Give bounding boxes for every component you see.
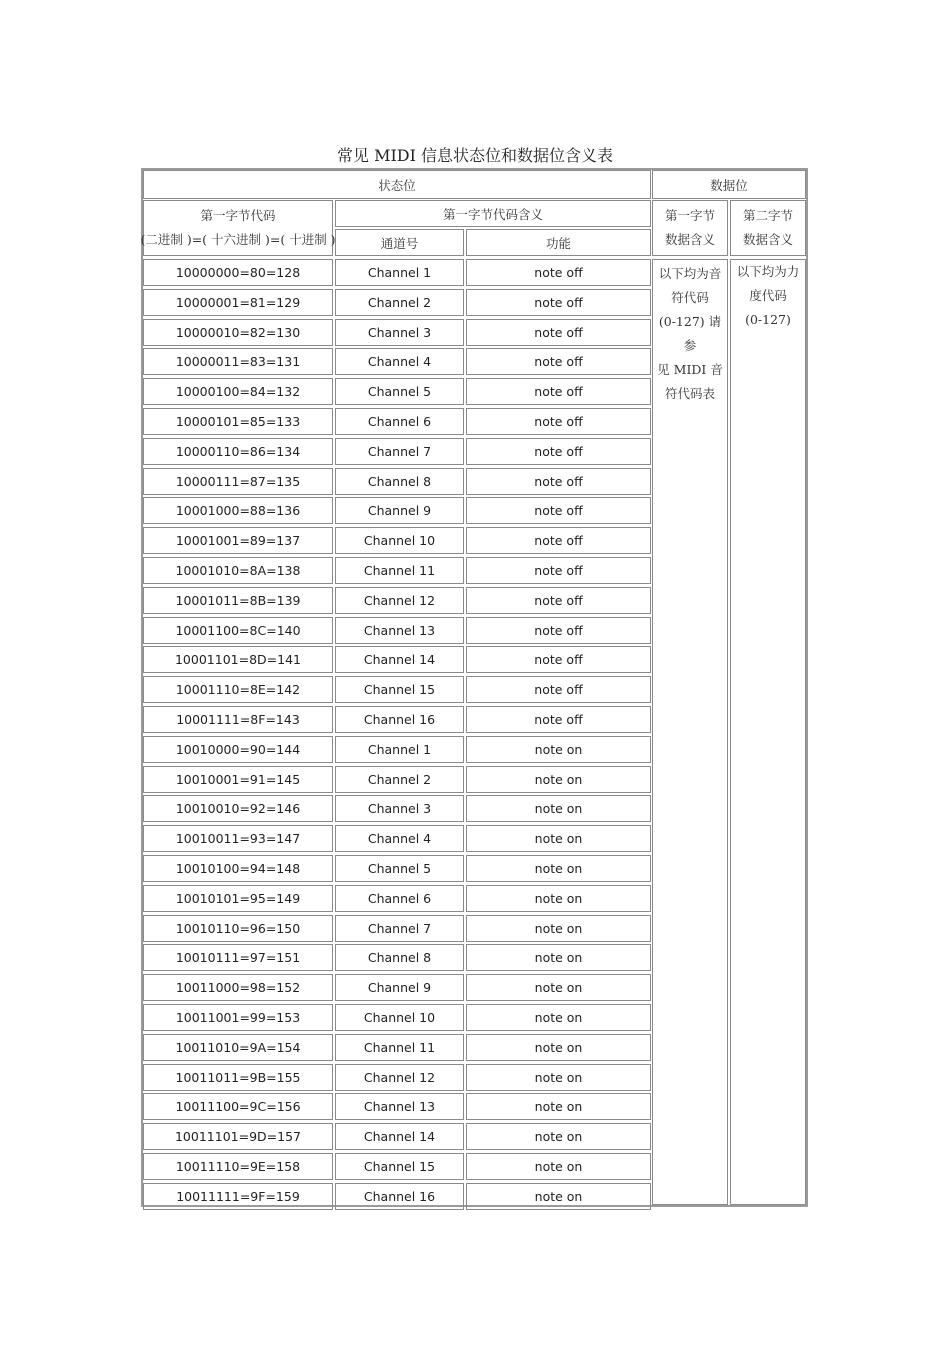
function-cell: note off <box>466 706 651 733</box>
channel-cell: Channel 6 <box>335 885 464 912</box>
code-cell: 10001010=8A=138 <box>143 557 333 584</box>
function-cell: note off <box>466 378 651 405</box>
second-byte-data-note <box>730 259 806 1205</box>
channel-cell: Channel 10 <box>335 1004 464 1031</box>
channel-cell: Channel 16 <box>335 1183 464 1210</box>
function-cell: note off <box>466 289 651 316</box>
channel-cell: Channel 11 <box>335 557 464 584</box>
first-note-line: 见 MIDI 音 <box>657 362 723 377</box>
channel-cell: Channel 9 <box>335 974 464 1001</box>
channel-cell: Channel 8 <box>335 944 464 971</box>
channel-cell: Channel 15 <box>335 1153 464 1180</box>
header-second-byte-data <box>730 200 806 256</box>
channel-cell: Channel 1 <box>335 736 464 763</box>
function-cell: note on <box>466 885 651 912</box>
channel-cell: Channel 6 <box>335 408 464 435</box>
code-cell: 10010111=97=151 <box>143 944 333 971</box>
header-first-byte-code <box>140 200 336 256</box>
code-cell: 10010101=95=149 <box>143 885 333 912</box>
channel-cell: Channel 15 <box>335 676 464 703</box>
code-cell: 10010110=96=150 <box>143 915 333 942</box>
function-cell: note on <box>466 1064 651 1091</box>
channel-cell: Channel 5 <box>335 378 464 405</box>
channel-cell: Channel 11 <box>335 1034 464 1061</box>
code-cell: 10001001=89=137 <box>143 527 333 554</box>
code-cell: 10011101=9D=157 <box>143 1123 333 1150</box>
channel-cell: Channel 12 <box>335 587 464 614</box>
header-channel: 通道号 <box>335 229 464 256</box>
channel-cell: Channel 14 <box>335 1123 464 1150</box>
header-first-byte-code-label: 第一字节代码 <box>200 208 276 223</box>
channel-cell: Channel 2 <box>335 766 464 793</box>
code-cell: 10010010=92=146 <box>143 795 333 822</box>
header-data-bits: 数据位 <box>652 170 806 199</box>
function-cell: note off <box>466 319 651 346</box>
channel-cell: Channel 5 <box>335 855 464 882</box>
function-cell: note off <box>466 617 651 644</box>
header-function: 功能 <box>466 229 651 256</box>
first-note-line: (0-127) 请参 <box>658 314 722 353</box>
code-cell: 10010001=91=145 <box>143 766 333 793</box>
function-cell: note off <box>466 408 651 435</box>
first-byte-data-note <box>652 259 728 1205</box>
function-cell: note on <box>466 825 651 852</box>
function-cell: note on <box>466 1034 651 1061</box>
first-note-line: 以下均为音 <box>658 266 722 281</box>
channel-cell: Channel 4 <box>335 348 464 375</box>
function-cell: note off <box>466 587 651 614</box>
channel-cell: Channel 3 <box>335 795 464 822</box>
code-cell: 10001110=8E=142 <box>143 676 333 703</box>
code-cell: 10001000=88=136 <box>143 497 333 524</box>
page-title: 常见 MIDI 信息状态位和数据位含义表 <box>336 146 614 165</box>
header-code-formats: (二进制 )=( 十六进制 )=( 十进制 ) <box>140 232 336 247</box>
channel-cell: Channel 2 <box>335 289 464 316</box>
channel-cell: Channel 13 <box>335 1093 464 1120</box>
channel-cell: Channel 12 <box>335 1064 464 1091</box>
channel-cell: Channel 8 <box>335 468 464 495</box>
code-cell: 10000110=86=134 <box>143 438 333 465</box>
header-second-byte-data-line2: 数据含义 <box>742 232 793 247</box>
code-cell: 10000011=83=131 <box>143 348 333 375</box>
first-note-line: 符代码 <box>671 290 709 305</box>
channel-cell: Channel 16 <box>335 706 464 733</box>
function-cell: note off <box>466 438 651 465</box>
code-cell: 10011010=9A=154 <box>143 1034 333 1061</box>
function-cell: note on <box>466 736 651 763</box>
code-cell: 10000111=87=135 <box>143 468 333 495</box>
header-first-byte-data <box>652 200 728 256</box>
channel-cell: Channel 7 <box>335 438 464 465</box>
second-note-line: 度代码 <box>749 288 787 303</box>
function-cell: note on <box>466 1183 651 1210</box>
channel-cell: Channel 13 <box>335 617 464 644</box>
code-cell: 10011011=9B=155 <box>143 1064 333 1091</box>
channel-cell: Channel 7 <box>335 915 464 942</box>
function-cell: note on <box>466 1093 651 1120</box>
first-note-line: 符代码表 <box>664 386 715 401</box>
function-cell: note off <box>466 676 651 703</box>
function-cell: note off <box>466 497 651 524</box>
function-cell: note off <box>466 259 651 286</box>
code-cell: 10000000=80=128 <box>143 259 333 286</box>
header-first-byte-meaning: 第一字节代码含义 <box>335 200 651 227</box>
code-cell: 10010011=93=147 <box>143 825 333 852</box>
function-cell: note off <box>466 348 651 375</box>
header-first-byte-data-line2: 数据含义 <box>664 232 715 247</box>
function-cell: note off <box>466 557 651 584</box>
header-first-byte-data-line1: 第一字节 <box>664 208 715 223</box>
header-status-bits: 状态位 <box>143 170 651 199</box>
code-cell: 10011110=9E=158 <box>143 1153 333 1180</box>
second-note-line: 以下均为力 <box>736 264 800 279</box>
code-cell: 10000100=84=132 <box>143 378 333 405</box>
channel-cell: Channel 10 <box>335 527 464 554</box>
code-cell: 10001111=8F=143 <box>143 706 333 733</box>
code-cell: 10001101=8D=141 <box>143 646 333 673</box>
code-cell: 10011000=98=152 <box>143 974 333 1001</box>
code-cell: 10011001=99=153 <box>143 1004 333 1031</box>
code-cell: 10010100=94=148 <box>143 855 333 882</box>
function-cell: note on <box>466 1004 651 1031</box>
code-cell: 10000101=85=133 <box>143 408 333 435</box>
code-cell: 10000001=81=129 <box>143 289 333 316</box>
channel-cell: Channel 14 <box>335 646 464 673</box>
code-cell: 10000010=82=130 <box>143 319 333 346</box>
function-cell: note off <box>466 527 651 554</box>
second-note-line: (0-127) <box>745 312 791 327</box>
channel-cell: Channel 9 <box>335 497 464 524</box>
function-cell: note on <box>466 766 651 793</box>
code-cell: 10001011=8B=139 <box>143 587 333 614</box>
code-cell: 10001100=8C=140 <box>143 617 333 644</box>
function-cell: note on <box>466 974 651 1001</box>
channel-cell: Channel 3 <box>335 319 464 346</box>
function-cell: note on <box>466 1123 651 1150</box>
channel-cell: Channel 1 <box>335 259 464 286</box>
function-cell: note on <box>466 944 651 971</box>
function-cell: note on <box>466 855 651 882</box>
function-cell: note off <box>466 468 651 495</box>
function-cell: note on <box>466 795 651 822</box>
header-second-byte-data-line1: 第二字节 <box>742 208 793 223</box>
code-cell: 10010000=90=144 <box>143 736 333 763</box>
function-cell: note on <box>466 1153 651 1180</box>
code-cell: 10011100=9C=156 <box>143 1093 333 1120</box>
function-cell: note off <box>466 646 651 673</box>
function-cell: note on <box>466 915 651 942</box>
code-cell: 10011111=9F=159 <box>143 1183 333 1210</box>
channel-cell: Channel 4 <box>335 825 464 852</box>
